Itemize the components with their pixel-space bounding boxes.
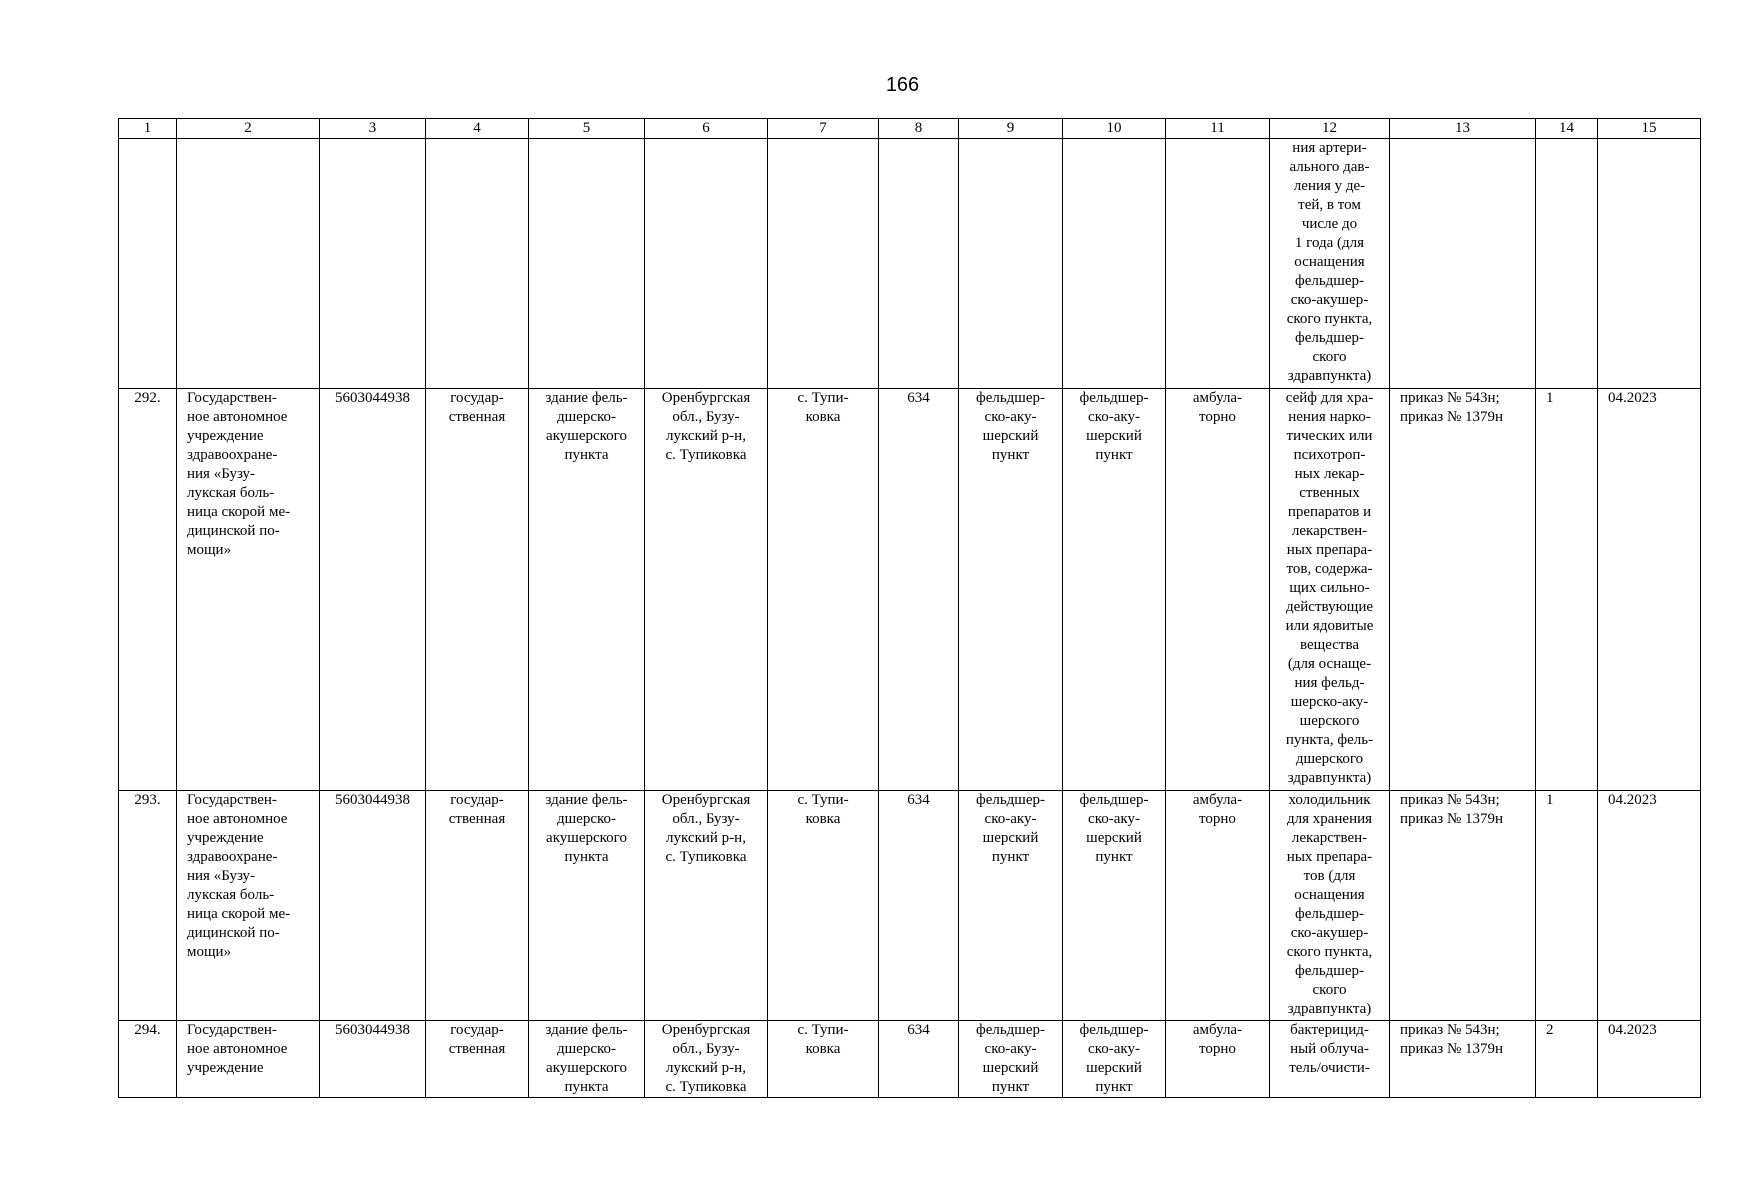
building-cell: здание фель- дшерско- акушерского пункта (529, 389, 645, 791)
settlement-cell: с. Тупи- ковка (768, 389, 879, 791)
orders-cell: приказ № 543н; приказ № 1379н (1390, 389, 1536, 791)
population-cell: 634 (879, 389, 959, 791)
col-header: 11 (1166, 119, 1270, 139)
address-cell: Оренбургская обл., Бузу- лукский р-н, с. Тупиковка (645, 791, 768, 1021)
organization-cell: Государствен- ное автономное учреждение здравоохране- ния «Бузу- лукская боль- ница скорой ме- дицинской по- мощи» (177, 389, 320, 791)
col-header: 7 (768, 119, 879, 139)
col-header: 3 (320, 119, 426, 139)
register-table (118, 118, 1701, 1098)
row-number-cell: 293. (119, 791, 177, 1021)
col-header: 12 (1270, 119, 1390, 139)
unit-name-cell: фельдшер- ско-аку- шерский пункт (1063, 389, 1166, 791)
inn-cell: 5603044938 (320, 791, 426, 1021)
col-header: 10 (1063, 119, 1166, 139)
col-header: 1 (119, 119, 177, 139)
care-form-cell: амбула- торно (1166, 1021, 1270, 1098)
quantity-cell: 2 (1536, 1021, 1598, 1098)
unit-type-cell: фельдшер- ско-аку- шерский пункт (959, 791, 1063, 1021)
building-cell: здание фель- дшерско- акушерского пункта (529, 791, 645, 1021)
quantity-cell: 1 (1536, 389, 1598, 791)
orders-cell: приказ № 543н; приказ № 1379н (1390, 1021, 1536, 1098)
date-cell: 04.2023 (1598, 791, 1701, 1021)
col-header: 5 (529, 119, 645, 139)
row-number-cell: 294. (119, 1021, 177, 1098)
col-header: 14 (1536, 119, 1598, 139)
orders-cell: приказ № 543н; приказ № 1379н (1390, 791, 1536, 1021)
table-row (119, 1021, 1701, 1098)
ownership-cell: государ- ственная (426, 791, 529, 1021)
date-cell: 04.2023 (1598, 389, 1701, 791)
col-header: 6 (645, 119, 768, 139)
unit-type-cell: фельдшер- ско-аку- шерский пункт (959, 1021, 1063, 1098)
equipment-cell: сейф для хра- нения нарко- тических или психотроп- ных лекар- ственных препаратов и лекарствен- ных препара- тов, содержа- щих сильно- действующие или ядовитые вещества (для оснаще- ния фельд- шерско-аку- шерского пункта, фель- дшерского здравпункта) (1270, 389, 1390, 791)
care-form-cell: амбула- торно (1166, 791, 1270, 1021)
page-number: 166 (885, 74, 920, 96)
row-number-cell: 292. (119, 389, 177, 791)
table-row-continuation (119, 139, 1701, 389)
col-header: 15 (1598, 119, 1701, 139)
population-cell: 634 (879, 791, 959, 1021)
column-number-row (119, 119, 1701, 139)
table-row (119, 389, 1701, 791)
col-header: 4 (426, 119, 529, 139)
organization-cell: Государствен- ное автономное учреждение (177, 1021, 320, 1098)
settlement-cell: с. Тупи- ковка (768, 791, 879, 1021)
unit-name-cell: фельдшер- ско-аку- шерский пункт (1063, 1021, 1166, 1098)
col-header: 2 (177, 119, 320, 139)
address-cell: Оренбургская обл., Бузу- лукский р-н, с. Тупиковка (645, 389, 768, 791)
quantity-cell: 1 (1536, 791, 1598, 1021)
inn-cell: 5603044938 (320, 1021, 426, 1098)
ownership-cell: государ- ственная (426, 1021, 529, 1098)
building-cell: здание фель- дшерско- акушерского пункта (529, 1021, 645, 1098)
col-header: 13 (1390, 119, 1536, 139)
unit-type-cell: фельдшер- ско-аку- шерский пункт (959, 389, 1063, 791)
table-row (119, 791, 1701, 1021)
date-cell: 04.2023 (1598, 1021, 1701, 1098)
equipment-cell: бактерицид- ный облуча- тель/очисти- (1270, 1021, 1390, 1098)
organization-cell: Государствен- ное автономное учреждение здравоохране- ния «Бузу- лукская боль- ница скорой ме- дицинской по- мощи» (177, 791, 320, 1021)
population-cell: 634 (879, 1021, 959, 1098)
unit-name-cell: фельдшер- ско-аку- шерский пункт (1063, 791, 1166, 1021)
equipment-cell: холодильник для хранения лекарствен- ных препара- тов (для оснащения фельдшер- ско-акушер- ского пункта, фельдшер- ского здравпункта) (1270, 791, 1390, 1021)
col-header: 9 (959, 119, 1063, 139)
address-cell: Оренбургская обл., Бузу- лукский р-н, с. Тупиковка (645, 1021, 768, 1098)
inn-cell: 5603044938 (320, 389, 426, 791)
settlement-cell: с. Тупи- ковка (768, 1021, 879, 1098)
equipment-cell: ния артери- ального дав- ления у де- тей, в том числе до 1 года (для оснащения фельдшер- ско-акушер- ского пункта, фельдшер- ского здравпункта) (1270, 139, 1390, 389)
care-form-cell: амбула- торно (1166, 389, 1270, 791)
col-header: 8 (879, 119, 959, 139)
ownership-cell: государ- ственная (426, 389, 529, 791)
